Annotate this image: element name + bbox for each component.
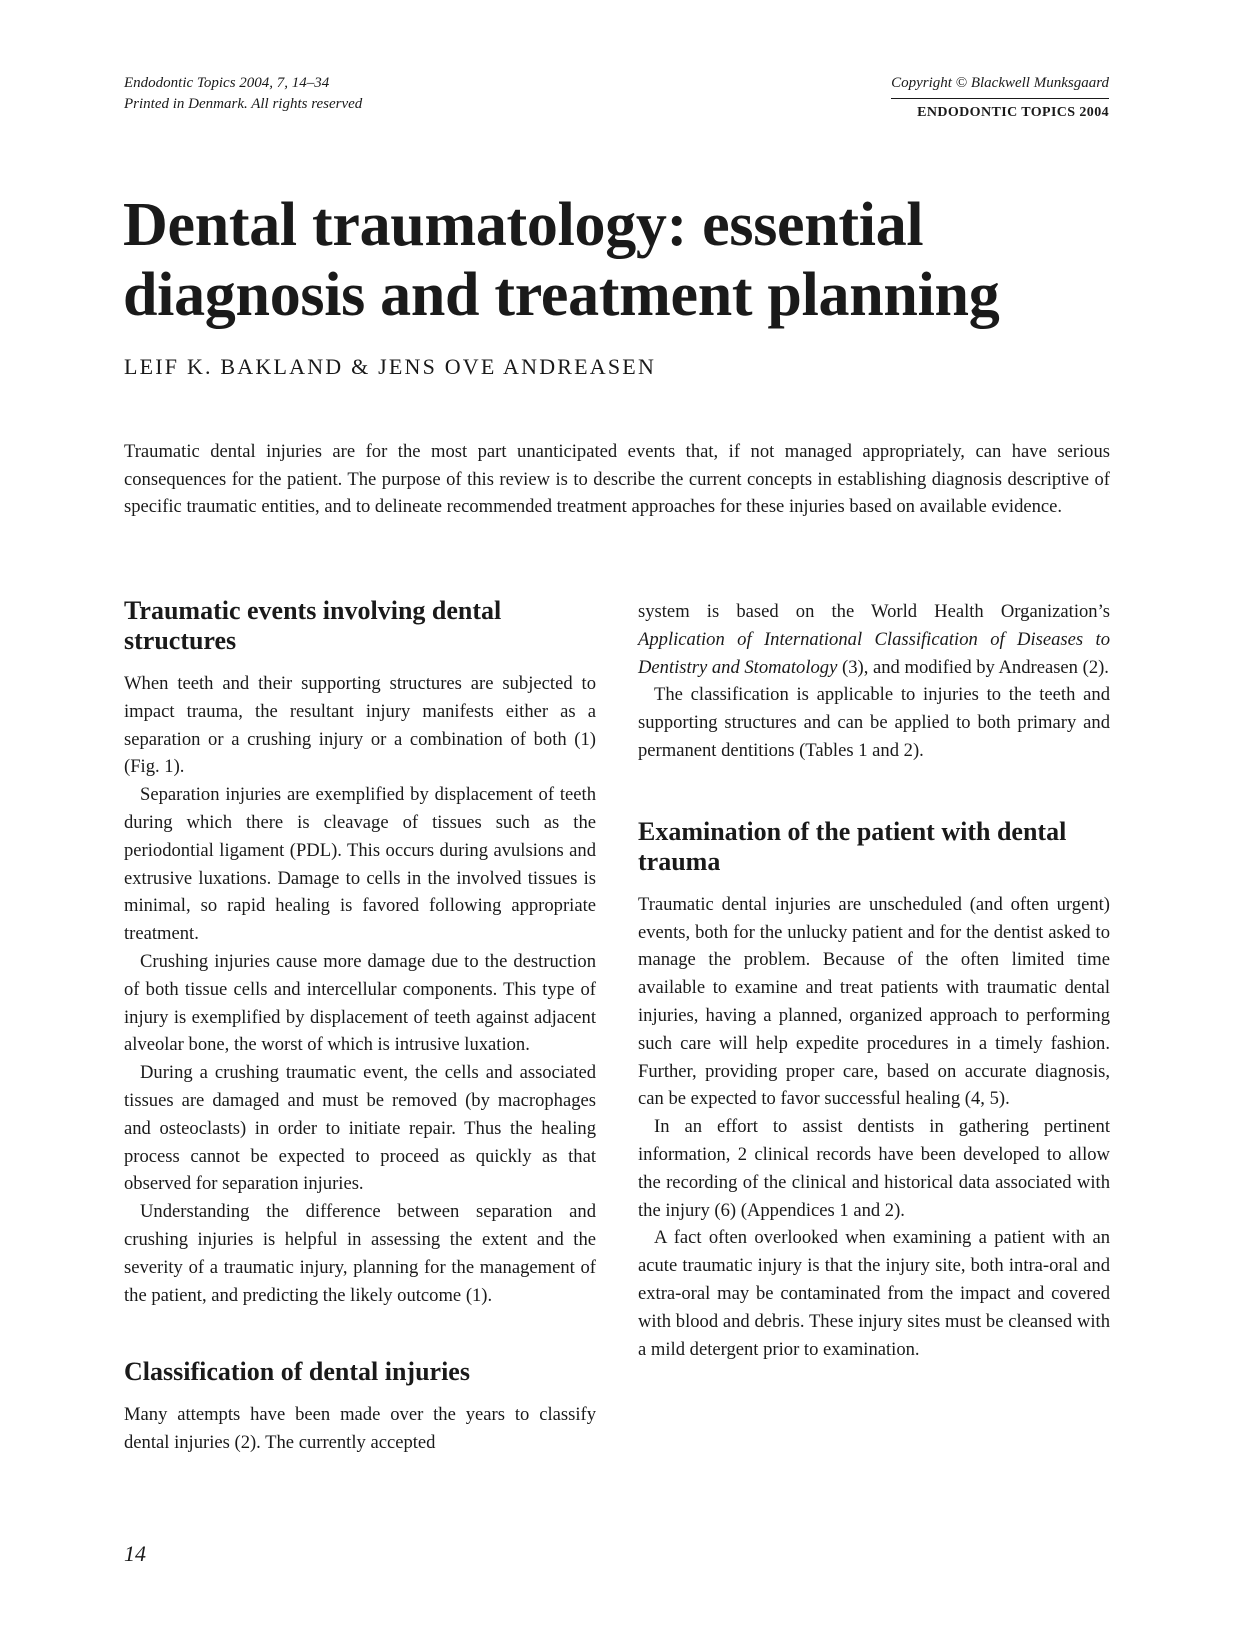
text-run: (3), and modified by Andreasen (2). — [837, 656, 1109, 678]
paragraph: The classification is applicable to injuries to the teeth and supporting structures and can be applied to both primary and permanent dentitions (Tables 1 and 2). — [638, 684, 1110, 761]
copyright-line: Copyright © Blackwell Munksgaard — [891, 75, 1109, 91]
article-authors: LEIF K. BAKLAND & JENS OVE ANDREASEN — [124, 354, 657, 379]
left-column — [124, 596, 596, 1457]
section-heading-traumatic-events: Traumatic events involving dental structures — [124, 596, 502, 655]
page-number: 14 — [124, 1541, 146, 1566]
journal-citation — [124, 73, 362, 115]
paragraph: During a crushing traumatic event, the cells and associated tissues are damaged and must be removed (by macrophages and osteoclasts) in order to initiate repair. Thus the healing process cannot be expected to proceed as quickly as that observed for separation injuries. — [124, 1062, 596, 1195]
paragraph: Separation injuries are exemplified by displacement of teeth during which there is cleavage of tissues such as the periodontial ligament (PDL). This occurs during avulsions and extrusive luxations. Damage to cells in the involved tissues is minimal, so rapid healing is favored following appropriate treatment. — [124, 784, 596, 945]
right-column — [638, 598, 1110, 1363]
article-title — [123, 190, 1123, 330]
text-run: system is based on the World Health Organization’s — [638, 601, 1110, 622]
journal-masthead — [891, 73, 1109, 123]
journal-printed-line: Printed in Denmark. All rights reserved — [124, 96, 363, 112]
abstract: Traumatic dental injuries are for the most part unanticipated events that, if not managed appropriately, can have serious consequences for the patient. The purpose of this review is to describe the current concepts in establishing diagnosis descriptive of specific traumatic entities, and to delineate recommended treatment approaches for these injuries based on available evidence. — [124, 441, 1110, 517]
journal-citation-line: Endodontic Topics 2004, 7, 14–34 — [124, 75, 330, 91]
paragraph: Traumatic dental injuries are unscheduled (and often urgent) events, both for the unlucky patient and for the dentist asked to manage the problem. Because of the often limited time available to examine and treat patients with traumatic dental injuries, having a planned, organized approach to performing such care will help expedite procedures in a timely fashion. Further, providing proper care, based on accurate diagnosis, can be expected to favor successful healing (4, 5). — [638, 893, 1110, 1110]
title-line-2: diagnosis and treatment planning — [123, 261, 1000, 329]
paragraph: Many attempts have been made over the years to classify dental injuries (2). The currently accepted — [124, 1404, 596, 1454]
title-line-1: Dental traumatology: essential — [123, 191, 924, 259]
cited-work-title: Application of International Classification of Diseases to Dentistry and Stomatology — [638, 628, 1110, 678]
paragraph: Understanding the difference between separation and crushing injuries is helpful in assessing the extent and the severity of a traumatic injury, planning for the management of the patient, and predicting the likely outcome (1). — [124, 1201, 596, 1306]
section-heading-classification: Classification of dental injuries — [124, 1357, 470, 1387]
paragraph: A fact often overlooked when examining a patient with an acute traumatic injury is that the injury site, both intra-oral and extra-oral may be contaminated from the impact and covered with blood and debris. These injury sites must be cleansed with a mild detergent prior to examination. — [638, 1227, 1110, 1360]
section-heading-examination: Examination of the patient with dental trauma — [638, 816, 1067, 876]
paragraph: When teeth and their supporting structures are subjected to impact trauma, the resultant injury manifests either as a separation or a crushing injury or a combination of both (1) (Fig. 1). — [124, 673, 596, 778]
paragraph: Crushing injuries cause more damage due to the destruction of both tissue cells and intercellular components. This type of injury is exemplified by displacement of teeth against adjacent alveolar bone, the worst of which is intrusive luxation. — [124, 950, 596, 1056]
paragraph: In an effort to assist dentists in gathering pertinent information, 2 clinical records have been developed to allow the recording of the clinical and historical data associated with the injury (6) (Appendices 1 and 2). — [638, 1116, 1110, 1221]
paragraph-continued — [638, 598, 1110, 681]
journal-name: ENDODONTIC TOPICS 2004 — [891, 98, 1109, 123]
